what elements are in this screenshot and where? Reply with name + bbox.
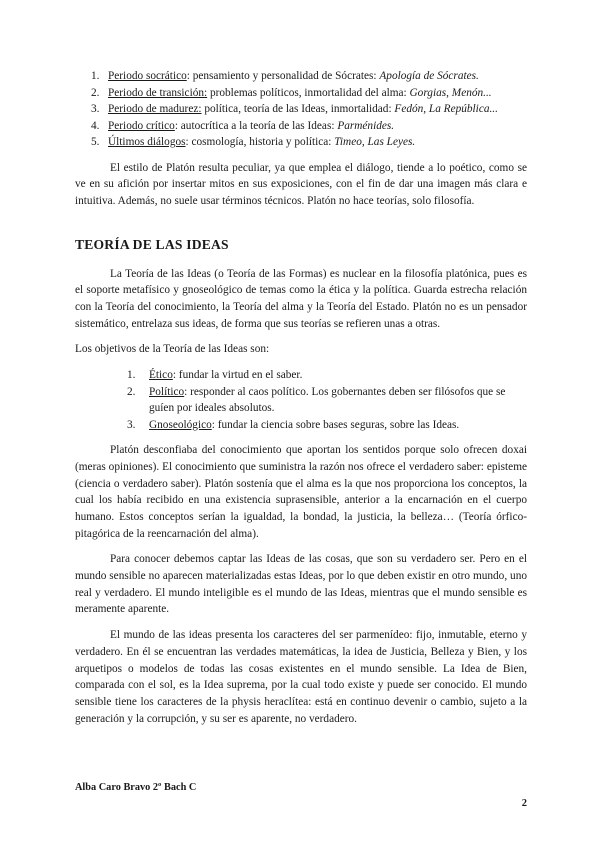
- period-works: Timeo, Las Leyes.: [334, 136, 416, 148]
- objective-label: Ético: [149, 369, 173, 382]
- objectives-list: [127, 367, 527, 433]
- list-number: 1.: [127, 369, 136, 382]
- list-number: 4.: [91, 119, 100, 132]
- document-page: [75, 68, 527, 727]
- separator: :: [186, 70, 193, 82]
- list-number: 2.: [91, 86, 100, 99]
- period-label: Periodo crítico: [108, 119, 175, 132]
- page-number: 2: [521, 798, 527, 809]
- list-number: 5.: [91, 136, 100, 148]
- objective-label: Gnoseológico: [149, 418, 212, 431]
- period-label: Últimos diálogos: [108, 136, 186, 148]
- period-item: [75, 134, 527, 151]
- separator: :: [185, 136, 192, 148]
- objectives-intro: Los objetivos de la Teoría de las Ideas son:: [75, 343, 270, 356]
- period-label: Periodo de madurez:: [108, 103, 202, 115]
- period-item: [75, 68, 527, 85]
- period-item: [75, 101, 527, 118]
- list-number: 3.: [91, 103, 100, 115]
- period-label: Periodo de transición:: [108, 86, 208, 99]
- footer-author: Alba Caro Bravo 2º Bach C: [75, 782, 197, 793]
- ideas-world-paragraph: Para conocer debemos captar las Ideas de las cosas, que son su verdadero ser. Pero en el mundo sensible no aparecen materializadas estas Ideas, por lo que deben existir en otro mundo, uno real y verdadero. El mundo inteligible es el mundo de las Ideas, mientras que el mundo sensible es meramente aparente.: [75, 553, 527, 616]
- objective-item: [127, 417, 527, 434]
- period-works: Fedón, La República...: [394, 103, 498, 115]
- objective-text: : responder al caos político. Los gobernantes deben ser filósofos que se guíen por ideales absolutos.: [149, 385, 506, 415]
- period-text: autocrítica a la teoría de las Ideas:: [180, 119, 338, 132]
- period-text: cosmología, historia y política:: [191, 136, 335, 148]
- intro-paragraph: La Teoría de las Ideas (o Teoría de las Formas) es nuclear en la filosofía platónica, pues es el soporte metafísico y gnoseológico de temas como la ética y la política. Guarda estrecha relación con la Teoría del conocimiento, la Teoría del alma y la Teoría del Estado. Platón no es un pensador sistemático, entrelaza sus ideas, de forma que sus teorías se refieren unas a otras.: [75, 267, 527, 330]
- period-works: Apología de Sócrates.: [379, 70, 479, 82]
- parmenidean-paragraph: El mundo de las ideas presenta los caracteres del ser parmenídeo: fijo, inmutable, eterno y verdadero. En él se encuentran las verdades matemáticas, la idea de Justicia, Belleza y Bien, y los arquetipos o modelos de todas las cosas existentes en el mundo sensible. La Idea de Bien, comparada con el sol, es la Idea suprema, por la cual todo existe y puede ser conocido. El mundo sensible tiene los caracteres de la physis heraclítea: está en continuo devenir o cambio, sujeto a la generación y la corrupción, y su ser es aparente, no verdadero.: [75, 629, 527, 725]
- list-number: 1.: [91, 70, 100, 82]
- period-text: política, teoría de las Ideas, inmortalidad:: [204, 103, 395, 115]
- style-paragraph: El estilo de Platón resulta peculiar, ya que emplea el diálogo, tiende a lo poético, como se ve en su afición por insertar mitos en sus exposiciones, con el fin de dar una imagen más clara e intuitiva. Además, no suele usar términos técnicos. Platón no hace teorías, solo filosofía.: [75, 161, 527, 207]
- list-number: 3.: [127, 418, 136, 431]
- period-text: pensamiento y personalidad de Sócrates:: [192, 70, 380, 82]
- period-text: problemas políticos, inmortalidad del alma:: [209, 86, 410, 99]
- objective-text: : fundar la ciencia sobre bases seguras, sobre las Ideas.: [211, 418, 460, 431]
- objective-item: [127, 367, 527, 384]
- separator: :: [174, 119, 181, 132]
- periods-list: [75, 68, 527, 151]
- objective-label: Político: [149, 385, 185, 398]
- list-number: 2.: [127, 385, 136, 398]
- objective-item: [127, 384, 527, 417]
- period-works: Parménides.: [337, 119, 395, 132]
- period-item: [75, 85, 527, 102]
- period-works: Gorgias, Menón...: [409, 86, 492, 99]
- section-title: TEORÍA DE LAS IDEAS: [75, 236, 229, 252]
- objective-text: : fundar la virtud en el saber.: [172, 369, 303, 382]
- period-item: [75, 118, 527, 135]
- period-label: Periodo socrático: [108, 70, 187, 82]
- knowledge-paragraph: Platón desconfiaba del conocimiento que aportan los sentidos porque solo ofrecen doxai (meras opiniones). El conocimiento que suministra la razón nos ofrece el verdadero saber: episteme (ciencia o verdadero saber). Platón sostenía que el alma es la que nos proporciona los conceptos, la cual los había recibido en una existencia suprasensible, anterior a la encarnación en el cuerpo humano. Estos conceptos serían la igualdad, la bondad, la justicia, la belleza… (Teoría órfico-pitagórica de la reencarnación del alma).: [75, 444, 527, 540]
